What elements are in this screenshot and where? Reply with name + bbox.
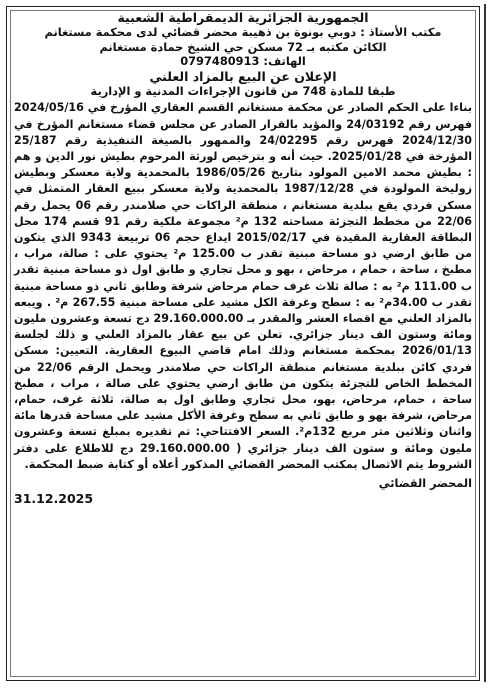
column-rule	[484, 4, 486, 682]
notice-title: الإعلان عن البيع بالمزاد العلني	[149, 68, 337, 84]
auction-notice	[14, 10, 472, 506]
phone-line	[14, 54, 472, 69]
notice-body: بناءا على الحكم الصادر عن محكمة مستغانم القسم العقاري المؤرخ في 2024/05/16 فهرس رقم 24/03192 والمؤيد بالقرار الصادر عن مجلس قضاء مستغانم المؤرخ في 2024/12/30 فهرس رقم 24/02295 والممهور بالصيغة التنفيذية رقم 25/187 المؤرخة في 2025/01/28. حيث أنه و بترخيص لورثة المرحوم بطيش نور الدين و هم : بطيش محمد الامين المولود بتاريخ 1986/05/26 بالمحمدية ولاية معسكر وبطيش زوليخة المولودة في 1987/12/28 بالمحمدية ولاية معسكر ببيع العقار المتمثل في مسكن فردي يقع ببلدية مستغانم ، منطقة الراكات حي صلامندر رقم 06 يحمل رقم 22/06 من مخطط التجزئة مساحته 132 م² مجموعة ملكية رقم 91 قسم 174 محل البطاقة العقارية المقيدة في 2015/02/17 ايداع حجم 06 تربيعة 9343 الذي يتكون من طابق ارضي ذو مساحة مبنية تقدر ب 125.00 م² يحتوي على : صالة، مراب ، مطبخ ، ساحة ، حمام ، مرحاض ، بهو و محل تجاري و طابق اول ذو مساحة مبنية تقدر ب 111.00 م² به : صالة ثلاث غرف حمام مرحاض شرفة وطابق ثاني ذو مساحة مبنية تقدر ب 34.00م² به : سطح وغرفة الكل مشيد على مساحة مبنية 267.55 م² . ويبعه بالمزاد العلني مع اقصاء العشر والمقدر بـ 29.160.000.00 دج تسعة وعشرون مليون ومائة وستون الف دينار جزائري. تعلن عن بيع عقار بالمزاد العلني و ذلك لجلسة 2026/01/13 بمحكمة مستغانم وذلك امام قاضي البيوع العقارية. التعيين: مسكن فردي كائن ببلدية مستغانم منطقة الراكات حي صلامندر ويحمل الرقم 22/06 من المخطط الخاص للتجزئة يتكون من طابق ارضي يحتوي على صالة ، مراب ، مطبخ ساحة ، حمام، مرحاض، بهو، محل تجاري وطابق اول به صالة، ثلاثة غرف، حمام، مرحاض، شرفة بهو و طابق ثاني به سطح وغرفة الأكل مشيد على مساحة قدرها مائة واثنان وثلاثين متر مربع 132م². السعر الافتتاحي: تم تقديره بمبلغ تسعة وعشرون مليون ومائة و ستون الف دينار جزائري ( 29.160.000.00 دج للاطلاع على دفتر الشروط يتم الاتصال بمكتب المحضر القضائي المذكور أعلاه أو كتابة ضبط المحكمة.	[14, 101, 473, 471]
phone-number: 0797480913	[180, 54, 260, 69]
office-address: الكائن مكتبه بـ 72 مسكن حي الشيخ حمادة مستغانم	[99, 39, 387, 54]
bailiff-office: مكتب الأستاذ : دوبي بونوة بن ذهيبة محضر قضائي لدى محكمة مستغانم	[44, 25, 442, 39]
republic-heading: الجمهورية الجزائرية الديمقراطية الشعبية	[117, 10, 369, 25]
phone-label: الهاتف:	[263, 54, 306, 69]
legal-basis: طبقا للمادة 748 من قانون الإجراءات المدنية و الإدارية	[90, 83, 396, 98]
notice-date: 31.12.2025	[14, 491, 94, 507]
signature: المحضر القضائي	[378, 477, 472, 491]
